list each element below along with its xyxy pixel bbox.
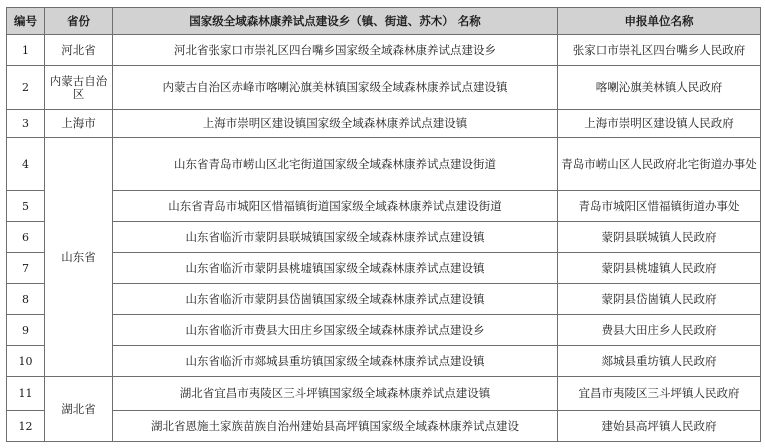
pilot-town-table [6, 7, 761, 442]
pilot-name: 上海市崇明区建设镇国家级全域森林康养试点建设镇 [113, 110, 558, 138]
table-row [7, 315, 761, 346]
row-no: 1 [7, 35, 45, 66]
header-unit: 申报单位名称 [558, 8, 761, 35]
applicant-unit: 张家口市崇礼区四台嘴乡人民政府 [558, 35, 761, 66]
header-name: 国家级全域森林康养试点建设乡（镇、街道、苏木） 名称 [113, 8, 558, 35]
pilot-name: 山东省临沂市蒙阴县桃墟镇国家级全域森林康养试点建设镇 [113, 253, 558, 284]
applicant-unit: 建始县高坪镇人民政府 [558, 411, 761, 442]
pilot-name: 山东省临沂市蒙阴县岱崮镇国家级全域森林康养试点建设镇 [113, 284, 558, 315]
row-no: 4 [7, 138, 45, 191]
applicant-unit: 宜昌市夷陵区三斗坪镇人民政府 [558, 377, 761, 411]
row-no: 10 [7, 346, 45, 377]
province-cell: 上海市 [45, 110, 113, 138]
table-row [7, 377, 761, 411]
table-row [7, 411, 761, 442]
applicant-unit: 蒙阴县联城镇人民政府 [558, 222, 761, 253]
row-no: 12 [7, 411, 45, 442]
row-no: 2 [7, 66, 45, 110]
pilot-name: 山东省青岛市城阳区惜福镇街道国家级全域森林康养试点建设街道 [113, 191, 558, 222]
province-cell: 山东省 [45, 138, 113, 377]
row-no: 9 [7, 315, 45, 346]
applicant-unit: 喀喇沁旗美林镇人民政府 [558, 66, 761, 110]
applicant-unit: 青岛市城阳区惜福镇街道办事处 [558, 191, 761, 222]
pilot-name: 河北省张家口市崇礼区四台嘴乡国家级全域森林康养试点建设乡 [113, 35, 558, 66]
applicant-unit: 郯城县重坊镇人民政府 [558, 346, 761, 377]
table-row [7, 222, 761, 253]
pilot-name: 山东省临沂市郯城县重坊镇国家级全域森林康养试点建设镇 [113, 346, 558, 377]
table-row [7, 110, 761, 138]
table-row [7, 35, 761, 66]
table-row [7, 253, 761, 284]
pilot-name: 山东省临沂市蒙阴县联城镇国家级全域森林康养试点建设镇 [113, 222, 558, 253]
row-no: 11 [7, 377, 45, 411]
table-row [7, 284, 761, 315]
row-no: 6 [7, 222, 45, 253]
pilot-name: 湖北省恩施土家族苗族自治州建始县高坪镇国家级全域森林康养试点建设 [113, 411, 558, 442]
applicant-unit: 青岛市崂山区人民政府北宅街道办事处 [558, 138, 761, 191]
header-row [7, 8, 761, 35]
header-province: 省份 [45, 8, 113, 35]
row-no: 3 [7, 110, 45, 138]
row-no: 7 [7, 253, 45, 284]
row-no: 8 [7, 284, 45, 315]
table-row [7, 66, 761, 110]
province-cell: 河北省 [45, 35, 113, 66]
pilot-name: 湖北省宜昌市夷陵区三斗坪镇国家级全域森林康养试点建设镇 [113, 377, 558, 411]
row-no: 5 [7, 191, 45, 222]
table-row [7, 191, 761, 222]
applicant-unit: 蒙阴县桃墟镇人民政府 [558, 253, 761, 284]
province-cell: 湖北省 [45, 377, 113, 442]
applicant-unit: 蒙阴县岱崮镇人民政府 [558, 284, 761, 315]
applicant-unit: 上海市崇明区建设镇人民政府 [558, 110, 761, 138]
pilot-name: 山东省临沂市费县大田庄乡国家级全域森林康养试点建设乡 [113, 315, 558, 346]
table-row [7, 138, 761, 191]
table-row [7, 346, 761, 377]
applicant-unit: 费县大田庄乡人民政府 [558, 315, 761, 346]
pilot-name: 山东省青岛市崂山区北宅街道国家级全域森林康养试点建设街道 [113, 138, 558, 191]
province-cell: 内蒙古自治区 [45, 66, 113, 110]
header-no: 编号 [7, 8, 45, 35]
pilot-name: 内蒙古自治区赤峰市喀喇沁旗美林镇国家级全域森林康养试点建设镇 [113, 66, 558, 110]
